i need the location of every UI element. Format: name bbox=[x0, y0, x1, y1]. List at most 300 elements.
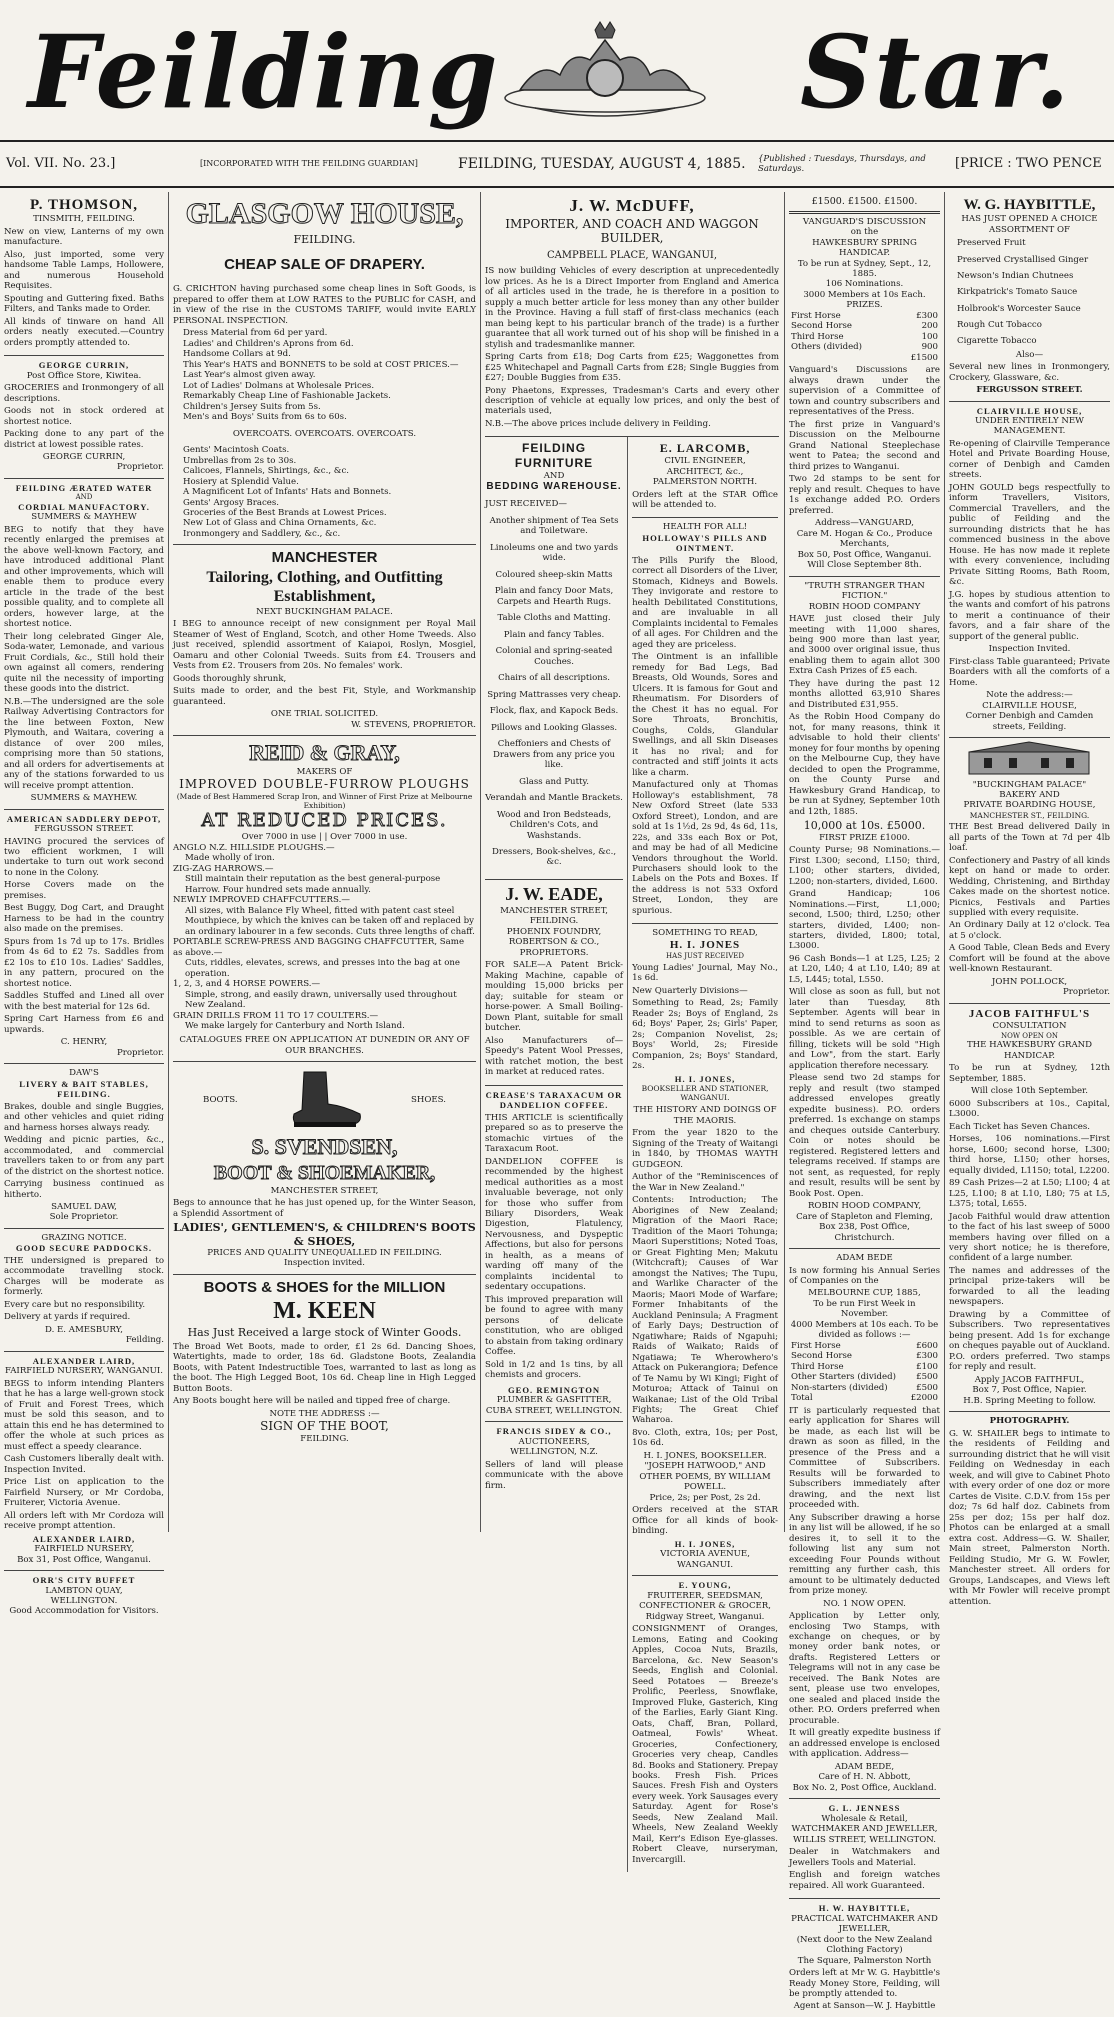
ad-title: E. YOUNG, bbox=[678, 1580, 732, 1591]
ad-role: Proprietor. bbox=[1062, 987, 1110, 998]
ad-text: CATALOGUES FREE ON APPLICATION AT DUNEDIN OR ANY OF OUR BRANCHES. bbox=[179, 1035, 470, 1056]
ad-text: Each Ticket has Seven Chances. bbox=[949, 1121, 1091, 1132]
ad-text: Vanguard's Discussions are always drawn under the supervision of a Committee of town and country subscribers and representatives of the Press. bbox=[789, 365, 940, 418]
ad-text: Goods thoroughly shrunk, bbox=[173, 673, 287, 684]
ad-text: H.B. Spring Meeting to follow. bbox=[963, 1395, 1096, 1406]
prize-label: Total bbox=[791, 1393, 813, 1404]
drapery-list-2 bbox=[173, 445, 476, 539]
ad-text: They have during the past 12 months allotted 63,910 Shares and Distributed £31,955. bbox=[789, 678, 940, 710]
ad-subheading: NO. 1 NOW OPEN. bbox=[823, 1598, 906, 1609]
ad-text: Contents: Introduction; The Aborigines of New Zealand; Migration of the Maori Race; Tradition of the Maori Tohunga; Maori Superstitions; Noted Toas, or Great Fighting Men; Makutu (Witchcraft); Causes of War amongst the Natives; The Tupu, and Warlike Character of the Maoris; Maori Mode of Warfare; Former Inhabitants of the Auckland Peninsula; A Fragment of Early Days; Destruction of Ngatiwhare; Raids of Ngapuhi; Raids of Waikato; Raids of Ngatiawa; Te Wherowhero's Attack on Pukerangiora; Defence of Te Namu by Wi Kingi; Fight of Moturoa; Attack of Tainui on Waikanae; List of the Old Tribal Fights; The Great Chief Waharoa. bbox=[632, 1195, 778, 1426]
column-5 bbox=[784, 192, 944, 2012]
ad-text: The first prize in Vanguard's Discussion on the Melbourne Grand National Steeplechase went to Patea; the second and third prizes to Wanganui. bbox=[789, 419, 940, 472]
ad-text: Will close 10th September. bbox=[971, 1086, 1088, 1097]
ad-text: BEGS to inform intending Planters that he has a large well-grown stock of Fruit and Forest Trees, which must be sold this season, and to attain this end he has determined to offer the whole at such prices as must effect a speedy clearance. bbox=[4, 1378, 164, 1452]
prize-amount: 200 bbox=[921, 321, 938, 332]
list-item: Newson's Indian Chutnees bbox=[957, 270, 1074, 281]
ad-text: GRAIN DRILLS FROM 11 TO 17 COULTERS.— bbox=[173, 1010, 379, 1021]
ad-title: DAW'S bbox=[69, 1068, 99, 1079]
daw-ad bbox=[4, 1064, 164, 1229]
larcomb-ad bbox=[632, 437, 778, 518]
ad-address: Address—VANGUARD, bbox=[815, 518, 914, 529]
prize-label: Second Horse bbox=[791, 1351, 852, 1362]
list-item: Glass and Putty. bbox=[519, 776, 589, 787]
prize-row bbox=[789, 1393, 940, 1403]
ad-subtitle: FRUITERER, SEEDSMAN, CONFECTIONER & GROCER, bbox=[639, 1590, 771, 1612]
list-item: Cheffoniers and Chests of Drawers from any price you like. bbox=[493, 739, 616, 771]
ad-text: JOHN GOULD begs respectfully to inform Travellers, Visitors, Commercial Travellers, and the public of Feilding and the surrounding districts that he has commenced business in the above House. He has now made it replete with every convenience, including Private Sitting Rooms, Bath Room, &c. bbox=[949, 482, 1110, 588]
ad-subtitle: ROBIN HOOD COMPANY bbox=[808, 601, 921, 612]
ad-text: (Next door to the New Zealand Clothing Factory) bbox=[796, 1934, 933, 1956]
ad-text: The Pills Purify the Blood, correct all Disorders of the Liver, Stomach, Kidneys and Bowels. They invigorate and restore to health Debilitated Constitutions, and are invaluable in all Complaints incidental to Females of all ages. For Children and the aged they are priceless. bbox=[632, 555, 778, 650]
ad-text: Delivery at yards if required. bbox=[4, 1312, 131, 1323]
ad-headline: IMPROVED DOUBLE-FURROW PLOUGHS bbox=[179, 777, 470, 792]
ad-text: All kinds of tinware on hand All orders neatly executed.—Country orders promptly attended to. bbox=[4, 316, 164, 348]
ad-title: GLASGOW HOUSE, bbox=[185, 197, 464, 230]
ad-title: FRANCIS SIDEY & CO., bbox=[496, 1426, 612, 1437]
list-item: Dress Material from 6d per yard. bbox=[183, 328, 328, 339]
ad-text: County Purse; 98 Nominations.—First L300; second, L150; third, L100; other starters, divided, L200; non-starters, divided, L600. bbox=[789, 845, 940, 887]
ad-subtitle: FEILDING. bbox=[293, 232, 356, 246]
list-item: Rough Cut Tobacco bbox=[957, 319, 1042, 330]
ad-subtitle: PRACTICAL WATCHMAKER AND JEWELLER, bbox=[791, 1913, 938, 1935]
ad-text: DANDELION COFFEE is recommended by the highest medical authorities as a most invaluable beverage, not only for those who suffer from Biliary Disorders, Weak Digestion, Flatulency, Nervousness, and Dyspeptic Affections, but also for persons in health, as a means of warding off many of the complaints incidental to sedentary occupations. bbox=[485, 1156, 624, 1293]
ad-text: J.G. hopes by studious attention to the wants and comfort of his patrons to merit a continuance of their favors, and a fair share of the support of the general public. bbox=[949, 589, 1110, 642]
list-item: Gents' Macintosh Coats. bbox=[183, 445, 290, 456]
young-ad bbox=[632, 1576, 778, 1872]
ad-title: SOMETHING TO READ, bbox=[652, 928, 758, 939]
ad-signature: D. E. AMESBURY, bbox=[44, 1324, 123, 1335]
ad-text: IT is particularly requested that early application for Shares will be made, as each list will be drawn as soon as filled, in the presence of the Press and a Committee of Subscribers. Results will be forwarded to Subscribers immediately after drawing, and the next list proceeded with. bbox=[789, 1405, 940, 1511]
ad-headline: BOOTS & SHOES for the MILLION bbox=[203, 1278, 446, 1296]
ad-text: Orders left at Mr W. G. Haybittle's Ready Money Store, Feilding, will be promptly attended to. bbox=[789, 1968, 940, 1999]
ad-text: N.B.—The undersigned are the sole Railway Advertising Contractors for the line between Foxton, New Plymouth, and Waitara, covering a distance of over 200 miles, comprising more than 50 stations, and all orders for advertisements at any of the stations forwarded to us will receive prompt attention. bbox=[4, 696, 164, 791]
ad-headline: CHEAP SALE OF DRAPERY. bbox=[224, 256, 425, 273]
ad-subtitle: SIGN OF THE BOOT, bbox=[260, 1419, 389, 1434]
list-item: Ladies' and Children's Aprons from 6d. bbox=[183, 338, 354, 349]
grazing-ad bbox=[4, 1229, 164, 1352]
ad-text: 3000 Members at 10s Each. bbox=[803, 289, 926, 300]
ad-headline: BOOT & SHOEMAKER, bbox=[213, 1162, 436, 1185]
ad-subtitle: LAMBTON QUAY, bbox=[45, 1585, 123, 1596]
ad-text: Simple, strong, and easily drawn, universally used throughout New Zealand. bbox=[185, 989, 457, 1011]
ad-text: on the bbox=[850, 227, 879, 238]
mcduff-ad bbox=[485, 192, 779, 437]
prize-amount: £2000 bbox=[910, 1393, 938, 1404]
ad-subtitle: FEILDING. bbox=[529, 916, 579, 927]
ad-subtitle: Wholesale & Retail, bbox=[821, 1813, 908, 1824]
svendsen-ad bbox=[173, 1062, 476, 1274]
ad-address: Corner Denbigh and Camden streets, Feilding. bbox=[965, 711, 1094, 732]
list-item: Verandah and Mantle Brackets. bbox=[485, 793, 623, 804]
list-item: Kirkpatrick's Tomato Sauce bbox=[957, 287, 1078, 298]
ad-text: Two 2d stamps to be sent for reply and result. Cheques to have 1s exchange added P.O. Orders preferred. bbox=[789, 474, 940, 516]
ad-subtitle: FAIRFIELD NURSERY, WANGANUI. bbox=[5, 1366, 163, 1377]
jones-ad bbox=[632, 924, 778, 1576]
ad-subtitle: GOOD SECURE PADDOCKS. bbox=[15, 1243, 153, 1254]
ad-subtitle: PLUMBER & GASFITTER, bbox=[496, 1395, 612, 1406]
ad-text: Horses, 106 nominations.—First horse, L600; second horse, L300; third horse, L150; other horses, equally divided, L1150; total, L2200. bbox=[949, 1134, 1110, 1176]
ad-subtitle: MANCHESTER STREET, bbox=[500, 905, 608, 916]
goods-list bbox=[949, 235, 1110, 349]
list-item: Plain and fancy Tables. bbox=[503, 629, 605, 640]
ad-title: HEALTH FOR ALL! bbox=[662, 522, 748, 533]
prize-table bbox=[789, 1341, 940, 1404]
ad-subheading: OVERCOATS. OVERCOATS. OVERCOATS. bbox=[232, 428, 417, 439]
prize-amount: 100 bbox=[921, 331, 938, 342]
ad-text: Young Ladies' Journal, May No., 1s 6d. bbox=[632, 962, 778, 984]
list-item: Dressers, Book-shelves, &c., &c. bbox=[491, 846, 617, 868]
ad-text: Inspection Invited. bbox=[988, 644, 1071, 655]
ad-signature: Apply JACOB FAITHFUL, bbox=[974, 1374, 1085, 1385]
ad-subtitle: TINSMITH, FEILDING. bbox=[33, 214, 135, 225]
prize-label: Others (divided) bbox=[791, 342, 863, 353]
ad-text: Note the address:— bbox=[986, 690, 1073, 701]
robin-hood-ad bbox=[789, 577, 940, 1249]
ad-role: Feilding. bbox=[125, 1335, 164, 1346]
ad-headline: Tailoring, Clothing, and Outfitting Establishment, bbox=[206, 568, 443, 606]
list-item: Colonial and spring-seated Couches. bbox=[495, 646, 613, 667]
dateline bbox=[0, 140, 1114, 188]
list-item: Holbrook's Worcester Sauce bbox=[957, 303, 1081, 314]
ad-subtitle: Has Just Received a large stock of Winter Goods. bbox=[187, 1326, 462, 1340]
ad-title: HAWKESBURY SPRING HANDICAP. bbox=[812, 237, 917, 259]
ad-title: REID & GRAY, bbox=[249, 740, 400, 766]
ad-text: English and foreign watches repaired. All work Guaranteed. bbox=[789, 1870, 940, 1891]
ad-title: CREASE'S TARAXACUM OR DANDELION COFFEE. bbox=[485, 1089, 623, 1111]
ad-title: ORR'S CITY BUFFET bbox=[32, 1575, 136, 1586]
ad-subtitle: LIVERY & BAIT STABLES, FEILDING. bbox=[19, 1078, 149, 1100]
ad-address: Ridgway Street, Wanganui. bbox=[645, 1611, 765, 1622]
ad-text: Their long celebrated Ginger Ale, Soda-water, Lemonade, and various Fruit Cordials, &c., Still hold their own against all comers, rendering quite nil the necessity of importing these goods into the district. bbox=[4, 631, 164, 695]
ad-text: All orders left with Mr Cordoza will receive prompt attention. bbox=[4, 1510, 164, 1532]
ad-text: Spring Cart Harness from £6 and upwards. bbox=[4, 1014, 164, 1035]
ad-text: Price, 2s; per Post, 2s 2d. bbox=[649, 1492, 761, 1503]
ad-title: ALEXANDER LAIRD, bbox=[32, 1355, 136, 1366]
ad-signature: C. HENRY, bbox=[60, 1037, 108, 1048]
ad-text: ONE TRIAL SOLICITED. bbox=[270, 709, 379, 720]
ad-address: FERGUSSON STREET. bbox=[976, 385, 1083, 396]
ad-address: Care of H. N. Abbott, bbox=[818, 1772, 911, 1783]
ad-text: (Made of Best Hammered Scrap Iron, and Winner of First Prize at Melbourne Exhibition) bbox=[176, 792, 473, 811]
ad-text: BOOTS. bbox=[203, 1095, 238, 1106]
prize-amount: £600 bbox=[916, 1340, 938, 1351]
ad-title: JACOB FAITHFUL'S bbox=[968, 1007, 1091, 1020]
ad-subtitle: HAS JUST OPENED A CHOICE bbox=[961, 214, 1098, 225]
ad-text: Pony Phaetons, Expresses, Tradesman's Carts and every other description of vehicle at equally low prices, and only the best of materials used, bbox=[485, 385, 779, 417]
eade-ad bbox=[485, 880, 623, 1086]
building-illustration-icon bbox=[949, 742, 1109, 776]
prize-label: Third Horse bbox=[791, 1361, 844, 1372]
ad-address: The Square, Palmerston North bbox=[797, 1955, 932, 1966]
ad-subtitle: FEILDING. bbox=[300, 1433, 349, 1444]
list-item: Table Cloths and Matting. bbox=[497, 613, 611, 624]
ad-headline: MELBOURNE CUP, 1885, bbox=[808, 1288, 921, 1299]
incorporated-note: [INCORPORATED WITH THE FEILDING GUARDIAN] bbox=[200, 159, 418, 168]
ad-text: New Quarterly Divisions— bbox=[632, 985, 748, 996]
ad-address: CAMPBELL PLACE, WANGANUI, bbox=[546, 249, 718, 261]
ad-title: H. I. JONES bbox=[669, 938, 741, 951]
ad-text: Author of the "Reminiscences of the War in New Zealand." bbox=[632, 1172, 778, 1193]
ad-address: PALMERSTON NORTH. bbox=[652, 477, 758, 488]
ad-title: G. L. JENNESS bbox=[828, 1803, 901, 1814]
list-item: Remarkably Cheap Line of Fashionable Jackets. bbox=[183, 391, 391, 402]
glasgow-house-ad bbox=[173, 192, 476, 545]
column-2 bbox=[168, 192, 480, 1532]
ad-title: P. THOMSON, bbox=[29, 197, 139, 213]
ad-subtitle: FAIRFIELD NURSERY, bbox=[34, 1544, 134, 1555]
ad-text: Brakes, double and single Buggies, and other vehicles and quiet riding and harness horses always ready. bbox=[4, 1101, 164, 1133]
ad-text: Cash Customers liberally dealt with. Inspection Invited. bbox=[4, 1454, 164, 1475]
ad-address: WILLIS STREET, WELLINGTON. bbox=[793, 1834, 936, 1845]
wg-haybittle-ad bbox=[949, 192, 1110, 402]
hw-haybittle-ad bbox=[789, 1899, 940, 2017]
ad-address: BOOKSELLER AND STATIONER, WANGANUI. bbox=[641, 1084, 769, 1103]
ad-signature: CLAIRVILLE HOUSE, bbox=[982, 700, 1077, 711]
ad-headline: FIRST PRIZE £1000. bbox=[819, 832, 910, 843]
ad-text: Still maintain their reputation as the best general-purpose Harrow. Four hundred sets made annually. bbox=[185, 874, 441, 895]
list-item: Hosiery at Splendid Value. bbox=[183, 476, 299, 487]
list-item: New Lot of Glass and China Ornaments, &c. bbox=[183, 518, 377, 529]
ad-text: Any Boots bought here will be nailed and tipped free of charge. bbox=[173, 1396, 451, 1407]
ad-headline: THE HISTORY AND DOINGS OF THE MAORIS. bbox=[633, 1105, 777, 1126]
ad-title: H. I. JONES, bbox=[674, 1073, 736, 1084]
list-item: Groceries of the Best Brands at Lowest Prices. bbox=[183, 507, 387, 518]
ad-signature: ALEXANDER LAIRD, bbox=[32, 1533, 136, 1544]
prize-row bbox=[789, 321, 940, 331]
prize-row bbox=[789, 342, 940, 352]
holloway-ad bbox=[632, 518, 778, 924]
ad-address: Care M. Hogan & Co., Produce Merchants, bbox=[796, 528, 933, 550]
ad-title: W. G. HAYBITTLE, bbox=[963, 197, 1096, 213]
ad-role: Sole Proprietor. bbox=[49, 1212, 119, 1223]
ad-text: Best Buggy, Dog Cart, and Draught Harness to be had in the country also made on the premises. bbox=[4, 903, 164, 935]
saddlery-ad bbox=[4, 810, 164, 1065]
ad-text: Also, just imported, some very handsome Table Lamps, Hollowere, and numerous Household Requisites. bbox=[4, 249, 164, 292]
drapery-list bbox=[173, 328, 476, 422]
ad-text: We make largely for Canterbury and North Island. bbox=[185, 1020, 405, 1031]
ad-subheading: PRIZES. bbox=[846, 300, 883, 311]
ad-title: CLAIRVILLE HOUSE, bbox=[976, 405, 1083, 416]
ad-title: J. W. McDUFF, bbox=[569, 196, 695, 215]
ad-title: CORDIAL MANUFACTORY. bbox=[18, 501, 150, 512]
ad-text: Over 7000 in use | | Over 7000 in use. bbox=[241, 832, 408, 843]
ad-text: PORTABLE SCREW-PRESS AND BAGGING CHAFFCUTTER, Same as above.— bbox=[173, 937, 465, 958]
ad-text: Suits made to order, and the best Fit, Style, and Workmanship guaranteed. bbox=[173, 686, 476, 707]
ad-text: Re-opening of Clairville Temperance Hotel and Private Boarding House, corner of Denbigh and Camden streets. bbox=[949, 438, 1110, 481]
ad-signature: SUMMERS & MAYHEW. bbox=[30, 793, 138, 804]
ad-headline: AT REDUCED PRICES. bbox=[201, 810, 448, 832]
ad-text: Application by Letter only, enclosing Two Stamps, with exchange on cheques, or by money order bank notes, or drafts. Registered Letters or Telegrams will not in any case be received. The Bank Notes are sent, please use two envelopes, one sealed and placed inside the other. P.O. Orders preferred when procurable. bbox=[789, 1611, 940, 1726]
adam-bede-ad bbox=[789, 1249, 940, 1799]
sidey-ad bbox=[485, 1422, 623, 1498]
prize-row bbox=[789, 1351, 940, 1361]
vanguard-ad bbox=[789, 192, 940, 577]
ad-text: Orders received at the STAR Office for all kinds of book-binding. bbox=[632, 1505, 778, 1537]
ad-subtitle: SUMMERS & MAYHEW bbox=[31, 512, 137, 523]
ad-text: Horse Covers made on the premises. bbox=[4, 880, 164, 901]
ad-text: Wedding and picnic parties, &c., accommodated, and commercial travellers taken to or from any part of the district on the shortest notice. bbox=[4, 1135, 165, 1177]
column-4 bbox=[628, 437, 778, 1872]
ad-subtitle: ASSORTMENT OF bbox=[989, 224, 1070, 235]
ad-text: Spring Carts from £18; Dog Carts from £25; Waggonettes from £25 Whitechapel and Pagnall Carts from £28; Single Buggies from £27; Double Buggies from £35. bbox=[485, 352, 779, 384]
boot-icon bbox=[284, 1070, 364, 1130]
ad-text: From the year 1820 to the Signing of the Treaty of Waitangi in 1840, by THOMAS WAYTH GUDGEON. bbox=[632, 1128, 778, 1170]
photography-ad bbox=[949, 1412, 1110, 1614]
list-item: Calicoes, Flannels, Shirtings, &c., &c. bbox=[183, 466, 349, 477]
ad-text: AND bbox=[75, 493, 93, 502]
clairville-ad bbox=[949, 402, 1110, 739]
ad-subtitle: FERGUSSON STREET. bbox=[34, 824, 134, 835]
ad-text: An Ordinary Daily at 12 o'clock. Tea at 5 o'clock. bbox=[949, 920, 1110, 941]
ad-title: S. SVENDSEN, bbox=[251, 1134, 398, 1160]
ad-text: New on view, Lanterns of my own manufacture. bbox=[4, 226, 164, 248]
currin-ad bbox=[4, 356, 164, 479]
ad-text: 4000 Members at 10s each. To be divided as follows :— bbox=[790, 1319, 939, 1341]
ad-title: GEORGE CURRIN, bbox=[38, 360, 130, 371]
buffet-ad bbox=[4, 1571, 164, 1622]
furniture-ad bbox=[485, 437, 623, 880]
ad-text: G. CRICHTON having purchased some cheap lines in Soft Goods, is prepared to offer them at LOW RATES to the PUBLIC for CASH, and in view of the rise in the CUSTOMS TARIFF, would invite EARLY PERSONAL INSPECTION. bbox=[173, 284, 476, 326]
ad-text: CONSIGNMENT of Oranges, Lemons, Eating and Cooking Apples, Cocoa Nuts, Brazils, Barcelona, &c. New Season's Seeds, English and Colonial. Seed Potatoes — Breeze's Prolific, Peerless, Snowflake, Improved Fluke, Gasterich, King of the Earlies, Early Giant King. Oats, Chaff, Bran, Pollard, Oatmeal, Fowls' Wheat. Groceries, Confectionery, Groceries very cheap, Candles 8d. Books and Stationery. Prepay books. Fresh Fish. Prices Sauces. Fresh Fish and Oysters every week. York Sausages every Saturday. Agent for Rose's Seeds, New Zealand Mail. Wheels, New Zealand Weekly Mail, Kerr's Edison Eye-glasses. Robert Cleave, nurseryman, Invercargill. bbox=[632, 1624, 778, 1865]
ad-text: Carrying business continued as hitherto. bbox=[4, 1179, 164, 1200]
ad-headline: "JOSEPH HATWOOD," AND OTHER POEMS, BY WILLIAM POWELL. bbox=[639, 1461, 771, 1493]
ad-text: Any Subscriber drawing a horse in any list will be allowed, if he so desires it, to sell it to the following list any sum not exceeding Four Pounds without remitting any further cash, this amount to be ultimately deducted from prize money. bbox=[789, 1512, 940, 1597]
ad-address: Box 50, Post Office, Wanganui. bbox=[797, 549, 932, 560]
ad-subtitle: PRIVATE BOARDING HOUSE, bbox=[963, 800, 1096, 811]
prize-row bbox=[789, 311, 940, 321]
manchester-ad bbox=[173, 545, 476, 736]
publication-days: {Published : Tuesdays, Thursdays, and Saturdays. bbox=[758, 154, 926, 174]
ad-title: ADAM BEDE bbox=[836, 1253, 893, 1264]
ad-subtitle: Post Office Store, Kiwitea. bbox=[26, 370, 142, 381]
ad-title: BEDDING WAREHOUSE. bbox=[486, 481, 622, 493]
ad-text: Goods not in stock ordered at shortest notice. bbox=[4, 406, 164, 427]
ad-text: SHOES. bbox=[410, 1095, 446, 1106]
jacob-faithful-ad bbox=[949, 1004, 1110, 1412]
ad-address: Box 238, Post Office, Christchurch. bbox=[819, 1222, 910, 1243]
list-item: Last Year's almost given away. bbox=[183, 370, 316, 381]
prize-row bbox=[789, 1341, 940, 1351]
volume-number: Vol. VII. No. 23.] bbox=[6, 156, 116, 171]
ad-address: WELLINGTON, N.Z. bbox=[510, 1447, 598, 1458]
ad-signature: H. I. JONES, BOOKSELLER. bbox=[643, 1450, 767, 1461]
prize-amount: £300 bbox=[916, 1351, 938, 1362]
ad-text: To be run First Week in November. bbox=[813, 1298, 916, 1320]
ad-text: 1, 2, 3, and 4 HORSE POWERS.— bbox=[173, 979, 321, 990]
prize-row bbox=[789, 1383, 940, 1393]
ad-headline: LADIES', GENTLEMEN'S, & CHILDREN'S BOOTS & SHOES, bbox=[173, 1221, 476, 1248]
ad-text: THIS ARTICLE is scientifically prepared so as to preserve the stomachic virtues of the Taraxacum Root. bbox=[485, 1112, 624, 1155]
ad-text: First-class Table guaranteed; Private Boarders with all the comforts of a Home. bbox=[949, 656, 1110, 688]
ad-text: THE Best Bread delivered Daily in all parts of the Town at 7d per 4lb loaf. bbox=[949, 822, 1110, 854]
ad-text: Please send two 2d stamps for reply and result (two stamped addressed envelopes greatly expedite business). P.O. orders preferred. 1s exchange on stamps and cheques outside Canterbury. Coin or notes should be registered. Registered letters and telegrams received. If stamps are not sent, as requested, for reply and result, results will be sent by Book Post. Open. bbox=[789, 1073, 940, 1199]
list-item: Wood and Iron Bedsteads, Children's Cots, and Washstands. bbox=[496, 809, 612, 841]
column-1 bbox=[0, 192, 168, 1617]
ad-text: NEWLY IMPROVED CHAFFCUTTERS.— bbox=[173, 895, 350, 906]
ad-subtitle: BAKERY AND bbox=[999, 790, 1060, 800]
prize-label: First Horse bbox=[791, 310, 841, 321]
ad-address: CUBA STREET, WELLINGTON. bbox=[485, 1405, 623, 1416]
list-item: Chairs of all descriptions. bbox=[498, 673, 610, 684]
jenness-ad bbox=[789, 1799, 940, 1899]
list-item: Gents' Argosy Braces. bbox=[183, 497, 280, 508]
ad-text: PRICES AND QUALITY UNEQUALLED IN FEILDING. bbox=[207, 1247, 442, 1258]
prize-amount: £1500 bbox=[910, 352, 938, 363]
list-item: Coloured sheep-skin Matts bbox=[495, 569, 613, 580]
buckingham-ad bbox=[949, 738, 1110, 1004]
ad-text: Drawing by a Committee of Subscribers. Two representatives being present. Add 1s for exchange on cheques payable out of Auckland. P.O. orders preferred. Two stamps for reply and result. bbox=[949, 1309, 1110, 1373]
ad-text: Cuts, riddles, elevates, screws, and presses into the bag at one operation. bbox=[185, 958, 461, 979]
ad-text: Agent at Sanson—W. J. Haybittle bbox=[793, 2001, 936, 2012]
ad-role: Proprietor. bbox=[116, 1047, 164, 1058]
ad-subtitle: ARCHITECT, &c., bbox=[666, 466, 744, 477]
ad-text: Good Accommodation for Visitors. bbox=[9, 1606, 159, 1617]
ad-subtitle: NEXT BUCKINGHAM PALACE. bbox=[256, 606, 393, 617]
ad-text: Spurs from 1s 7d up to 17s. Bridles from 4s 6d to £2 7s. Saddles from £2 10s to £10 10s. Ladies' Saddles, in any pattern, procured on the shortest notice. bbox=[4, 936, 164, 989]
ad-title: VANGUARD'S DISCUSSION bbox=[802, 216, 927, 227]
keen-ad bbox=[173, 1275, 476, 1449]
price: [PRICE : TWO PENCE bbox=[955, 156, 1102, 171]
crease-ad bbox=[485, 1086, 623, 1423]
ad-title: GRAZING NOTICE. bbox=[41, 1232, 127, 1243]
ad-subtitle: MANCHESTER STREET, bbox=[270, 1185, 379, 1196]
ad-subtitle: AUCTIONEERS, bbox=[518, 1436, 590, 1447]
list-item: This Year's HATS and BONNETS to be sold at COST PRICES.— bbox=[183, 359, 459, 370]
coat-of-arms-icon bbox=[500, 20, 710, 130]
list-item: A Magnificent Lot of Infants' Hats and Bonnets. bbox=[183, 487, 392, 498]
ad-text: Also Manufacturers of—Speedy's Patent Wool Presses, with ratchet motion, the best in market at reduced rates. bbox=[485, 1035, 624, 1078]
list-item: Umbrellas from 2s to 30s. bbox=[183, 455, 297, 466]
ad-text: Is now forming his Annual Series of Companies on the bbox=[789, 1265, 940, 1286]
ad-text: Dealer in Watchmakers and Jewellers Tools and Material. bbox=[789, 1847, 940, 1868]
prize-table bbox=[789, 311, 940, 363]
list-item: Linoleums one and two yards wide. bbox=[490, 542, 619, 564]
prize-label: Non-starters (divided) bbox=[791, 1382, 888, 1393]
prize-row bbox=[789, 1372, 940, 1382]
ad-address: VICTORIA AVENUE, WANGANUI. bbox=[660, 1549, 750, 1570]
ad-text: ROBERTSON & CO., PROPRIETORS. bbox=[508, 937, 600, 958]
list-item: Children's Jersey Suits from 5s. bbox=[183, 401, 321, 412]
ad-signature: GEORGE CURRIN, bbox=[42, 451, 126, 462]
ad-text: Spouting and Guttering fixed. Baths Filters, and Tanks made to Order. bbox=[4, 293, 164, 315]
ad-title: FEILDING ÆRATED WATER bbox=[15, 482, 153, 493]
ad-text: All sizes, with Balance Fly Wheel, fitted with patent cast steel Mouthpiece, by which the knives can be taken off and replaced by an ordinary labourer in a few seconds. Cuts three lengths of chaff. bbox=[185, 905, 475, 937]
ad-text: To be run at Sydney, Sept., 12, 1885. bbox=[797, 258, 932, 279]
ad-text: GROCERIES and Ironmongery of all descriptions. bbox=[4, 383, 164, 404]
list-item: Preserved Fruit bbox=[957, 238, 1026, 249]
ad-text: IS now building Vehicles of every description at unprecedentedly low prices. As he is a Direct Importer from England and America of all articles used in the trade, he is therefore in a position to supply a much better article for less money than any other builder in the Province. Having a full staff of first-class mechanics (each man being kept to his particular branch of the trade) is a further guarantee that all work turned out of his shop will be finished in a stylish and tradesmanlike manner. bbox=[485, 266, 779, 350]
prize-row bbox=[789, 332, 940, 342]
column-3 bbox=[480, 192, 782, 1865]
ad-text: As the Robin Hood Company do not, for many reasons, think it advisable to hold their clients' money for four months by opening on the Melbourne Cup, they have decided to open the Programme, on the County Purse and Hawkesbury Grand Handicap, to be run at Sydney, September 10th and 12th, 1885. bbox=[789, 712, 940, 817]
ad-subtitle: WATCHMAKER AND JEWELLER, bbox=[791, 1824, 938, 1835]
ad-text: Grand Handicap; 106 Nominations.—First, L1,000; second, L500; third, L250; other starters, divided, L400; non-starters, divided, L800; total, L3000. bbox=[789, 889, 940, 952]
ad-signature: ADAM BEDE, bbox=[834, 1761, 895, 1772]
ad-text: HAVING procured the services of two efficient workmen, I will undertake to turn out work second to none in the Colony. bbox=[4, 836, 164, 878]
list-item: Preserved Crystallised Ginger bbox=[957, 254, 1089, 265]
ad-text: Packing done to any part of the district at lowest possible rates. bbox=[4, 429, 164, 450]
ad-text: I BEG to announce receipt of new consignment per Royal Mail Steamer of West of England, Scotch, and other Home Tweeds. Also just received, splendid assortment of Kaiapoi, Roslyn, Mosgiel, Oamaru and other Colonial Tweeds. Suits from £4. Trousers and Vests from £2. Trousers from 20s. No females' work. bbox=[173, 619, 476, 672]
masthead-right: Star. bbox=[800, 13, 1072, 131]
ad-text: PHOENIX FOUNDRY, bbox=[506, 926, 602, 937]
aerated-water-ad bbox=[4, 479, 164, 810]
ad-signature: ROBIN HOOD COMPANY, bbox=[807, 1201, 922, 1212]
ad-address: Box No. 2, Post Office, Auckland. bbox=[792, 1782, 937, 1793]
prize-amount: 900 bbox=[921, 342, 938, 353]
issue-date: FEILDING, TUESDAY, AUGUST 4, 1885. bbox=[458, 156, 746, 172]
prize-label: Other Starters (divided) bbox=[791, 1372, 896, 1383]
